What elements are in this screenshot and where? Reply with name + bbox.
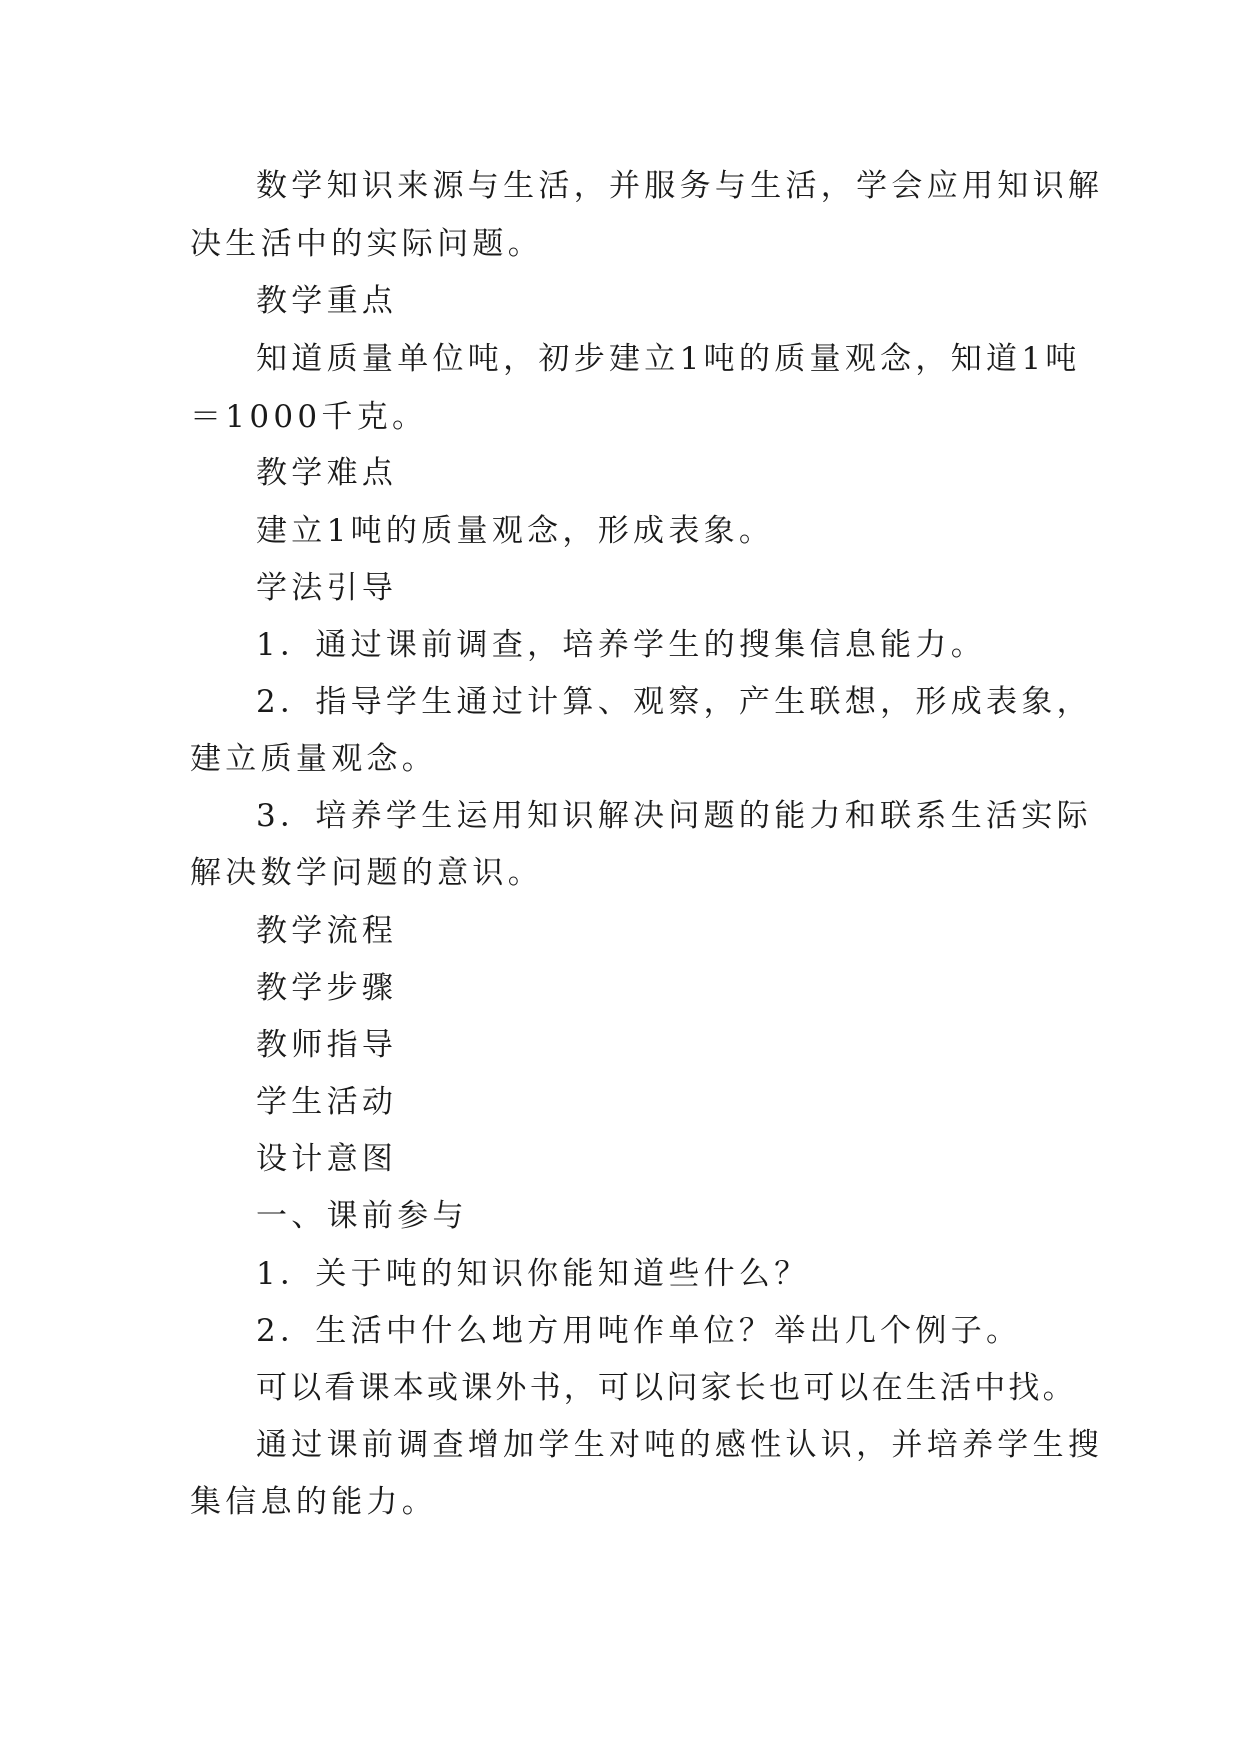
table-label: 教学步骤 (256, 970, 398, 1006)
paragraph-line: 可以看课本或课外书，可以问家长也可以在生活中找。 (256, 1370, 1077, 1406)
table-label: 教师指导 (256, 1027, 398, 1063)
paragraph-line: 建立1吨的质量观念，形成表象。 (256, 513, 775, 549)
list-item-continuation: 建立质量观念。 (190, 741, 438, 777)
list-item: 1．关于吨的知识你能知道些什么？ (256, 1256, 810, 1292)
paragraph-line: 通过课前调查增加学生对吨的感性认识，并培养学生搜 (256, 1427, 1104, 1463)
list-item: 1．通过课前调查，培养学生的搜集信息能力。 (256, 627, 987, 663)
list-item: 2．指导学生通过计算、观察，产生联想，形成表象， (256, 684, 1092, 720)
table-label: 设计意图 (256, 1141, 398, 1177)
list-item-continuation: 解决数学问题的意识。 (190, 855, 543, 891)
table-label: 学生活动 (256, 1084, 398, 1120)
paragraph-line: 知道质量单位吨，初步建立1吨的质量观念，知道1吨 (256, 341, 1081, 377)
section-heading: 学法引导 (256, 570, 398, 606)
paragraph-line: 集信息的能力。 (190, 1484, 438, 1520)
section-heading: 教学重点 (256, 283, 398, 319)
paragraph-line: ＝1000千克。 (190, 399, 428, 435)
section-heading: 一、课前参与 (256, 1198, 468, 1234)
paragraph-line: 决生活中的实际问题。 (190, 226, 543, 262)
list-item: 3．培养学生运用知识解决问题的能力和联系生活实际 (256, 798, 1092, 834)
section-heading: 教学难点 (256, 455, 398, 491)
section-heading: 教学流程 (256, 913, 398, 949)
paragraph-line: 数学知识来源与生活，并服务与生活，学会应用知识解 (256, 168, 1104, 204)
list-item: 2．生活中什么地方用吨作单位？举出几个例子。 (256, 1313, 1022, 1349)
